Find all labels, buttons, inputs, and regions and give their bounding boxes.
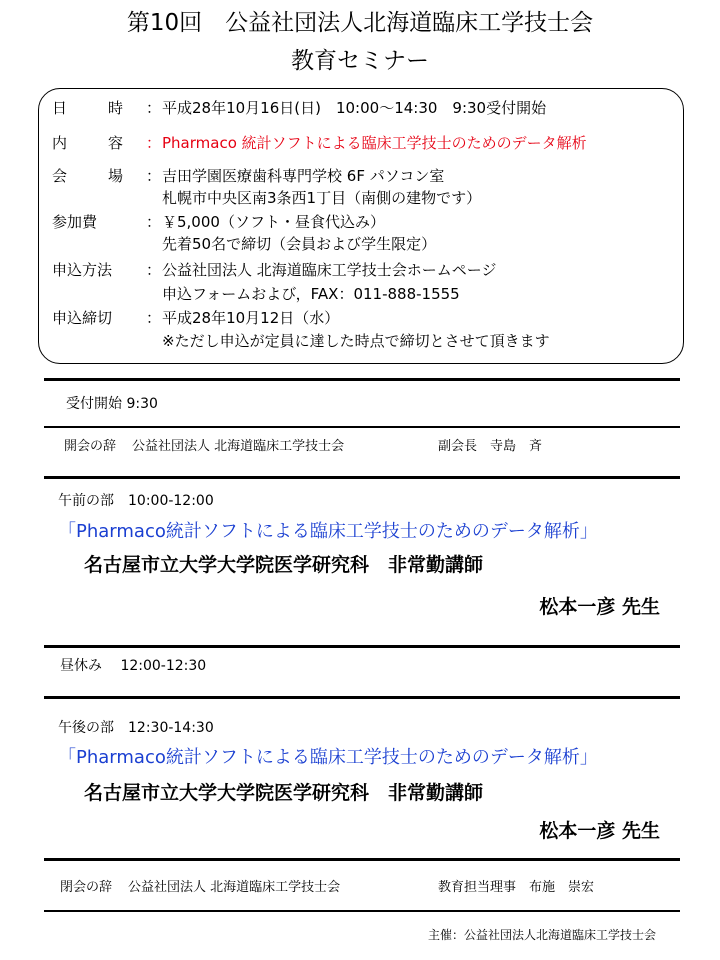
apply-line-1: 公益社団法人 北海道臨床工学技士会ホームページ bbox=[162, 261, 497, 279]
morning-session-time: 午前の部 10:00-12:00 bbox=[58, 493, 214, 509]
closing-person: 教育担当理事 布施 崇宏 bbox=[438, 880, 595, 895]
divider bbox=[44, 476, 680, 479]
colon: ： bbox=[146, 167, 162, 185]
colon: ： bbox=[146, 309, 162, 327]
colon: ： bbox=[146, 99, 162, 117]
closing-label: 閉会の辞 bbox=[60, 880, 113, 895]
reception-time: 受付開始 9:30 bbox=[66, 396, 158, 412]
organizer-credit: 主催：公益社団法人北海道臨床工学技士会 bbox=[427, 928, 656, 942]
morning-lecturer-affiliation: 名古屋市立大学大学院医学研究科 非常勤講師 bbox=[84, 554, 484, 576]
divider bbox=[44, 378, 680, 381]
venue-line-2: 札幌市中央区南3条西1丁目（南側の建物です） bbox=[162, 189, 482, 207]
afternoon-lecturer-name: 松本一彦 先生 bbox=[539, 820, 660, 842]
opening-person: 副会長 寺島 斉 bbox=[438, 439, 543, 454]
divider bbox=[44, 696, 680, 699]
opening-org: 公益社団法人 北海道臨床工学技士会 bbox=[132, 439, 345, 454]
date-label: 日 時 bbox=[52, 99, 137, 117]
deadline-line-1: 平成28年10月12日（水） bbox=[162, 309, 340, 327]
divider bbox=[44, 645, 680, 648]
lunch-break-time: 昼休み 12:00-12:30 bbox=[60, 658, 207, 674]
fee-label: 参加費 bbox=[52, 213, 98, 231]
afternoon-lecture-title: 「Pharmaco統計ソフトによる臨床工学技士のためのデータ解析」 bbox=[58, 747, 598, 768]
page-subtitle: 教育セミナー bbox=[291, 48, 429, 74]
divider bbox=[44, 910, 680, 912]
colon: ： bbox=[146, 134, 162, 152]
afternoon-lecturer-affiliation: 名古屋市立大学大学院医学研究科 非常勤講師 bbox=[84, 782, 484, 804]
deadline-label: 申込締切 bbox=[52, 309, 113, 327]
venue-label: 会 場 bbox=[52, 167, 137, 185]
morning-lecturer-name: 松本一彦 先生 bbox=[539, 596, 660, 618]
apply-label: 申込方法 bbox=[52, 261, 113, 279]
content-label: 内 容 bbox=[52, 134, 137, 152]
afternoon-session-time: 午後の部 12:30-14:30 bbox=[58, 720, 214, 736]
venue-line-1: 吉田学園医療歯科専門学校 6F パソコン室 bbox=[162, 167, 445, 185]
divider bbox=[44, 426, 680, 428]
deadline-line-2: ※ただし申込が定員に達した時点で締切とさせて頂きます bbox=[162, 332, 550, 350]
date-value: 平成28年10月16日(日) 10:00～14:30 9:30受付開始 bbox=[162, 99, 547, 117]
colon: ： bbox=[146, 213, 162, 231]
opening-label: 開会の辞 bbox=[64, 439, 117, 454]
apply-line-2: 申込フォームおよび，FAX：011-888-1555 bbox=[162, 285, 460, 303]
colon: ： bbox=[146, 261, 162, 279]
fee-line-1: ￥5,000（ソフト・昼食代込み） bbox=[162, 213, 385, 231]
divider bbox=[44, 858, 680, 861]
closing-org: 公益社団法人 北海道臨床工学技士会 bbox=[128, 880, 341, 895]
fee-line-2: 先着50名で締切（会員および学生限定） bbox=[162, 235, 437, 253]
page-title: 第10回 公益社団法人北海道臨床工学技士会 bbox=[126, 10, 594, 36]
content-value: Pharmaco 統計ソフトによる臨床工学技士のためのデータ解析 bbox=[162, 134, 587, 152]
morning-lecture-title: 「Pharmaco統計ソフトによる臨床工学技士のためのデータ解析」 bbox=[58, 521, 598, 542]
